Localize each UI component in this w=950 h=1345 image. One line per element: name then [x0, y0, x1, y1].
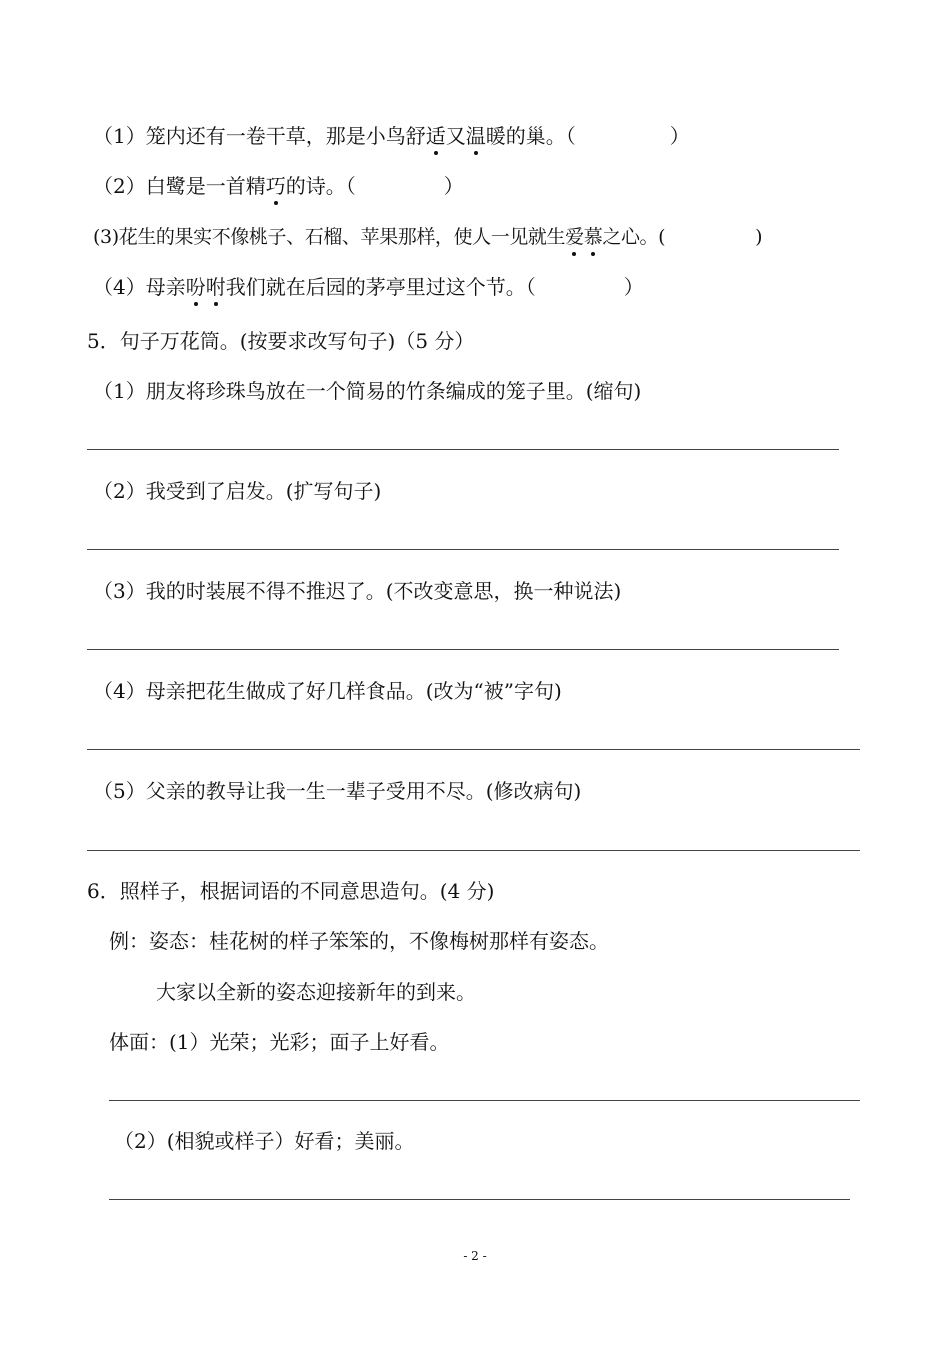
answer-line[interactable] [87, 449, 839, 450]
q5-item-1: （1）朋友将珍珠鸟放在一个简易的竹条编成的笼子里。(缩句) [93, 379, 642, 403]
dotted-char: 温 [465, 124, 486, 148]
dotted-char: 吩 [185, 275, 206, 299]
answer-line[interactable] [87, 850, 860, 851]
answer-line[interactable] [87, 649, 839, 650]
answer-line[interactable] [87, 749, 860, 750]
q6-example-line-1: 例：姿态：桂花树的样子笨笨的，不像梅树那样有姿态。 [109, 929, 609, 953]
q5-item-2: （2）我受到了启发。(扩写句子) [93, 479, 382, 503]
dotted-char: 爱 [565, 223, 584, 251]
q5-item-3: （3）我的时装展不得不推迟了。(不改变意思，换一种说法) [93, 579, 622, 603]
dotted-char: 适 [425, 124, 446, 148]
dotted-char: 咐 [205, 275, 226, 299]
answer-line[interactable] [109, 1100, 860, 1101]
q4-item-2: （2）白鹭是一首精巧的诗。（ ） [93, 174, 464, 198]
q6-word-line-1: 体面：(1）光荣；光彩；面子上好看。 [109, 1030, 450, 1054]
q5-item-4: （4）母亲把花生做成了好几样食品。(改为“被”字句) [93, 679, 562, 703]
page-number: - 2 - [463, 1249, 487, 1263]
dotted-char: 慕 [584, 223, 603, 251]
q4-item-1: （1）笼内还有一卷干草，那是小鸟舒适又温暖的巢。（ ） [93, 124, 690, 148]
q4-item-4: （4）母亲吩咐我们就在后园的茅亭里过这个节。（ ） [93, 275, 644, 299]
dotted-char: 巧 [265, 174, 286, 198]
q4-item-3: (3)花生的果实不像桃子、石榴、苹果那样，使人一见就生爱慕之心。( ) [93, 223, 762, 251]
q6-word-line-2: （2）(相貌或样子）好看；美丽。 [114, 1129, 415, 1153]
answer-line[interactable] [109, 1199, 850, 1200]
q6-title: 6．照样子，根据词语的不同意思造句。(4 分) [87, 879, 495, 903]
q6-example-line-2: 大家以全新的姿态迎接新年的到来。 [156, 980, 476, 1004]
q5-title: 5．句子万花筒。(按要求改写句子)（5 分） [87, 329, 475, 353]
answer-line[interactable] [87, 549, 839, 550]
q5-item-5: （5）父亲的教导让我一生一辈子受用不尽。(修改病句) [93, 779, 582, 803]
